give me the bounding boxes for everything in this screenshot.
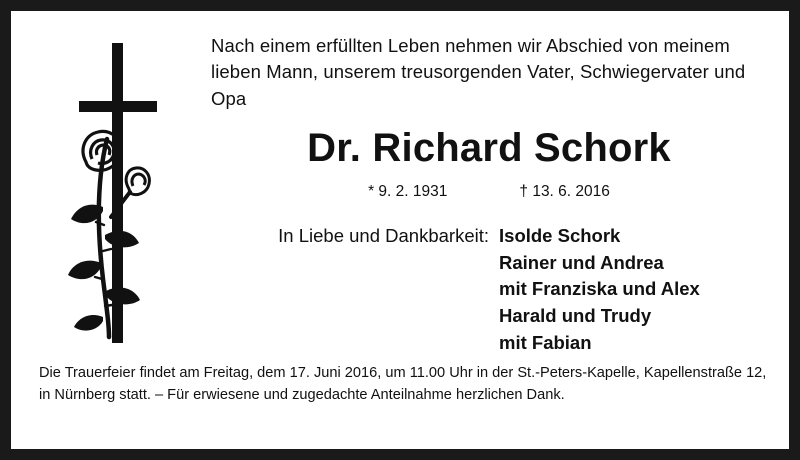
deceased-name: Dr. Richard Schork [307, 125, 671, 170]
cross-with-rose-icon [51, 29, 201, 359]
death-date: † 13. 6. 2016 [519, 182, 610, 200]
mourner-name: Harald und Trudy [499, 305, 652, 327]
birth-date: * 9. 2. 1931 [368, 182, 448, 200]
intro-paragraph: Nach einem erfüllten Leben nehmen wir Abschied von meinem lieben Mann, unserem treusorgenden Vater, Schwiegervater und Opa [211, 35, 746, 109]
notice-inner [11, 11, 789, 449]
mourner-name: mit Franziska und Alex [499, 278, 700, 300]
notice-text-column [211, 33, 767, 357]
mourner-name: Rainer und Andrea [499, 251, 664, 273]
dedication-label: In Liebe und Dankbarkeit: [278, 224, 490, 246]
mourner-name: Isolde Schork [499, 224, 621, 246]
funeral-details: Die Trauerfeier findet am Freitag, dem 17. Juni 2016, um 11.00 Uhr in der St.-Peters-Kapelle, Kapellenstraße 12, in Nürnberg statt. – Für erwiesene und zugedachte Anteilnahme herzlichen Dank. [39, 365, 767, 403]
life-dates [211, 183, 767, 201]
mourner-name: mit Fabian [499, 332, 592, 354]
dedication-block [211, 223, 767, 357]
dedication-names [499, 223, 700, 357]
